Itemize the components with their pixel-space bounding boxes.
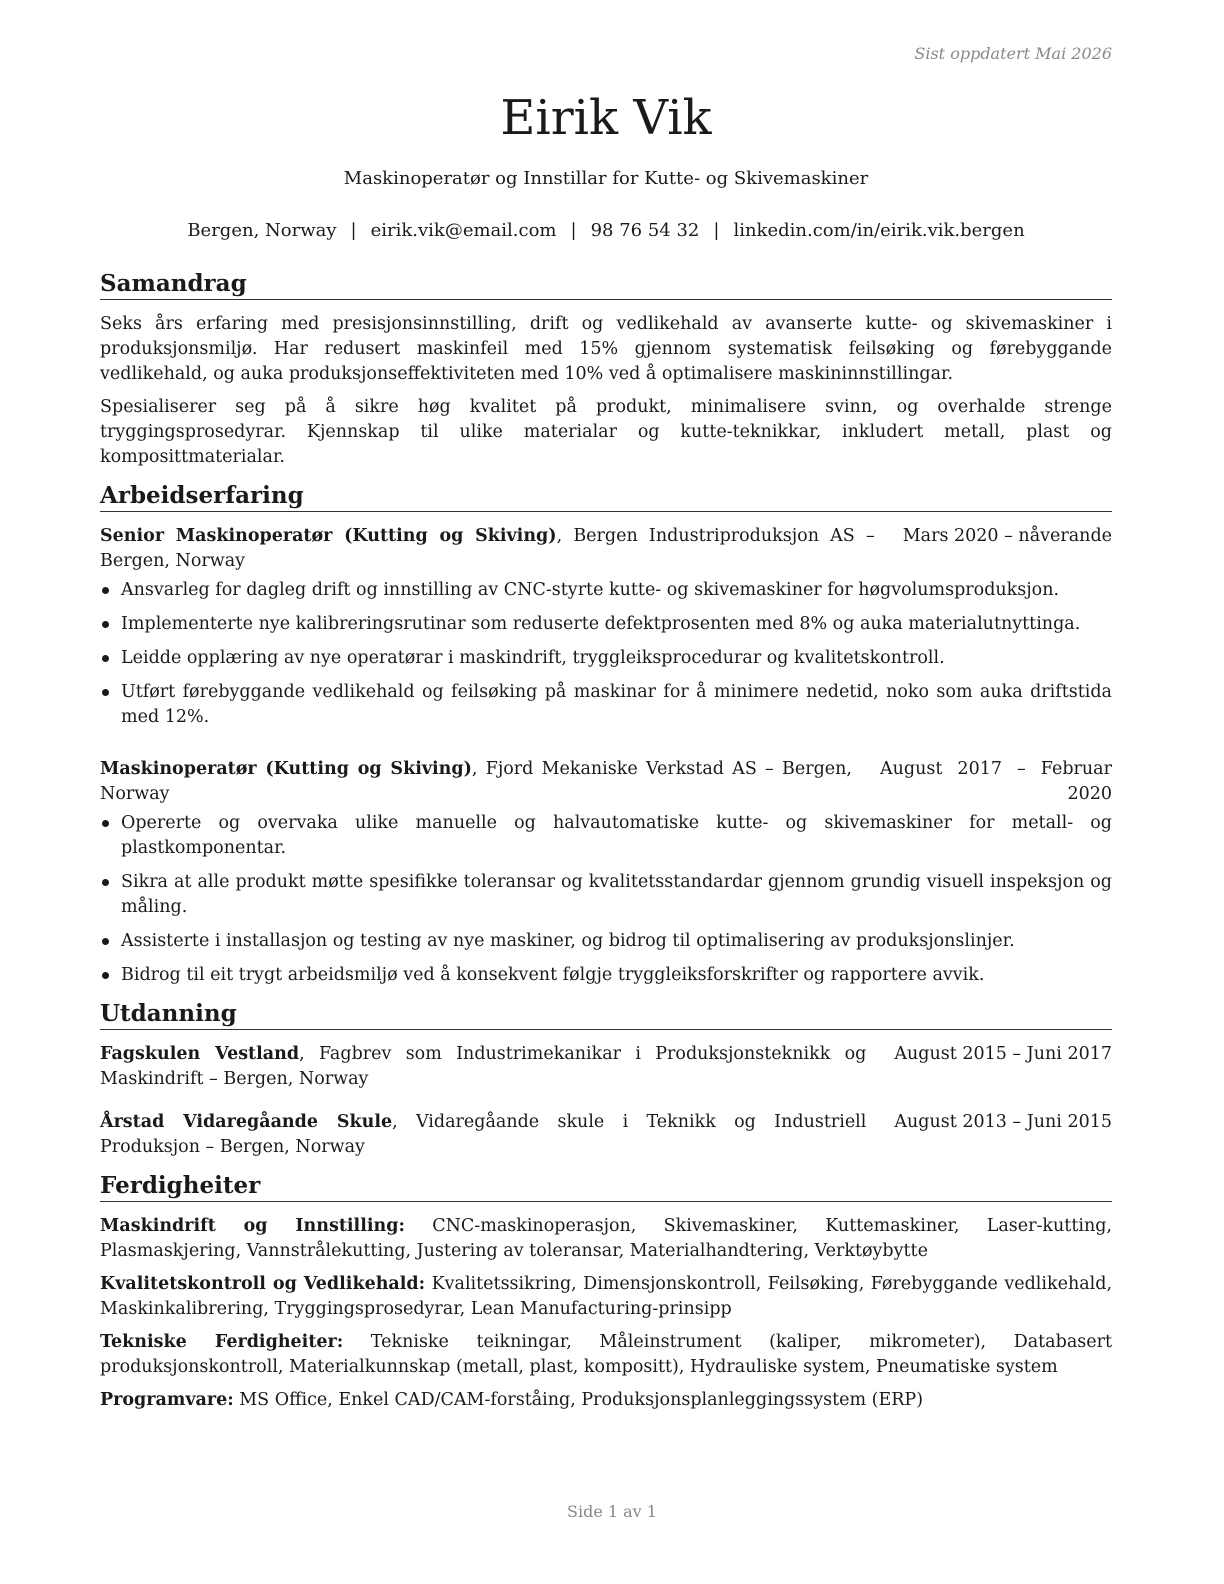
- contact-line: [100, 220, 1112, 241]
- list-item: Ansvarleg for dagleg drift og innstilling av CNC-styrte kutte- og skivemaskiner for høgvolumsproduksjon.: [100, 578, 1112, 603]
- skill-label: Kvalitetskontroll og Vedlikehald:: [100, 1274, 426, 1294]
- contact-separator: |: [350, 220, 357, 241]
- summary-section: [100, 270, 1112, 470]
- education-dates: August 2015 – Juni 2017: [894, 1044, 1112, 1064]
- list-item: Leidde opplæring av nye operatørar i maskindrift, tryggleiksprocedurar og kvalitetskontroll.: [100, 646, 1112, 671]
- contact-location: Bergen, Norway: [187, 220, 337, 241]
- experience-section: [100, 482, 1112, 988]
- job-title-line: [100, 524, 903, 574]
- job-employer: , Fjord Mekaniske Verkstad AS – Bergen, Norway: [100, 759, 852, 804]
- education-entry: [100, 1110, 1112, 1160]
- summary-paragraph: Seks års erfaring med presisjonsinnstilling, drift og vedlikehald av avanserte kutte- og skivemaskiner i produksjonsmiljø. Har redusert maskinfeil med 15% gjennom systematisk feilsøking og førebyggande vedlikehald, og auka produksjonseffektiviteten med 10% ved å optimalisere maskininnstillingar.: [100, 314, 1112, 384]
- education-title-line: [100, 1110, 894, 1160]
- contact-email[interactable]: eirik.vik@email.com: [370, 220, 557, 241]
- skill-text: Tekniske teikningar, Måleinstrument (kaliper, mikrometer), Databasert produksjonskontroll, Materialkunnskap (metall, plast, kompositt), Hydrauliske system, Pneumatiske system: [100, 1332, 1112, 1377]
- education-entry: [100, 1042, 1112, 1092]
- job-dates: August 2017 – Februar 2020: [880, 759, 1112, 804]
- education-detail: , Vidaregåande skule i Teknikk og Industriell Produksjon – Bergen, Norway: [100, 1112, 867, 1157]
- job-bullets: [100, 811, 1112, 988]
- job-title-line: [100, 757, 880, 807]
- skill-group: [100, 1214, 1112, 1264]
- skill-text: CNC-maskinoperasjon, Skivemaskiner, Kuttemaskiner, Laser-kutting, Plasmaskjering, Vannstrålekutting, Justering av toleransar, Materialhandtering, Verktøybytte: [100, 1216, 1112, 1261]
- headline: Maskinoperatør og Innstillar for Kutte- og Skivemaskiner: [343, 168, 869, 189]
- job-entry: [100, 524, 1112, 730]
- education-detail: , Fagbrev som Industrimekanikar i Produksjonsteknikk og Maskindrift – Bergen, Norway: [100, 1044, 867, 1089]
- skill-label: Programvare:: [100, 1390, 234, 1410]
- summary-paragraph: Spesialiserer seg på å sikre høg kvalitet på produkt, minimalisere svinn, og overhalde strenge tryggingsprosedyrar. Kjennskap til ulike materialar og kutte-teknikkar, inkludert metall, plast og komposittmaterialar.: [100, 397, 1112, 467]
- job-role: Senior Maskinoperatør (Kutting og Skiving): [100, 526, 557, 546]
- skill-text: Kvalitetssikring, Dimensjonskontroll, Feilsøking, Førebyggande vedlikehald, Maskinkalibrering, Tryggingsprosedyrar, Lean Manufacturing-prinsipp: [100, 1274, 1113, 1319]
- spacer: [100, 1092, 1112, 1106]
- education-section: [100, 1000, 1112, 1160]
- list-item: Utført førebyggande vedlikehald og feilsøking på maskinar for å minimere nedetid, noko som auka driftstida med 12%.: [100, 680, 1112, 730]
- job-entry: [100, 757, 1112, 988]
- skills-section: [100, 1172, 1112, 1413]
- contact-separator: |: [713, 220, 720, 241]
- skill-text: MS Office, Enkel CAD/CAM-forståing, Produksjonsplanleggingssystem (ERP): [233, 1390, 924, 1410]
- contact-separator: |: [570, 220, 577, 241]
- skill-group: [100, 1272, 1112, 1322]
- section-title-summary: Samandrag: [100, 270, 1112, 300]
- school-name: Fagskulen Vestland: [100, 1044, 300, 1064]
- list-item: Sikra at alle produkt møtte spesifikke toleransar og kvalitetsstandardar gjennom grundig visuell inspeksjon og måling.: [100, 870, 1112, 920]
- resume-content: [100, 270, 1112, 1425]
- job-employer: , Bergen Industriproduksjon AS – Bergen, Norway: [100, 526, 875, 571]
- list-item: Assisterte i installasjon og testing av nye maskiner, og bidrog til optimalisering av produksjonslinjer.: [100, 929, 1112, 954]
- education-title-line: [100, 1042, 894, 1092]
- skill-group: [100, 1330, 1112, 1380]
- job-role: Maskinoperatør (Kutting og Skiving): [100, 759, 472, 779]
- education-dates: August 2013 – Juni 2015: [894, 1112, 1112, 1132]
- spacer: [100, 739, 1112, 753]
- list-item: Bidrog til eit trygt arbeidsmiljø ved å konsekvent følgje tryggleiksforskrifter og rapportere avvik.: [100, 963, 1112, 988]
- skill-label: Maskindrift og Innstilling:: [100, 1216, 405, 1236]
- job-header: [100, 757, 1112, 807]
- job-header: [100, 524, 1112, 574]
- list-item: Opererte og overvaka ulike manuelle og halvautomatiske kutte- og skivemaskiner for metall- og plastkomponentar.: [100, 811, 1112, 861]
- job-dates: Mars 2020 – nåverande: [902, 526, 1112, 546]
- skill-group: [100, 1388, 1112, 1413]
- school-name: Årstad Vidaregåande Skule: [100, 1112, 393, 1132]
- page-number: Side 1 av 1: [567, 1502, 657, 1521]
- section-title-education: Utdanning: [100, 1000, 1112, 1030]
- contact-phone: 98 76 54 32: [590, 220, 700, 241]
- skill-label: Tekniske Ferdigheiter:: [100, 1332, 344, 1352]
- contact-linkedin[interactable]: linkedin.com/in/eirik.vik.bergen: [733, 220, 1025, 241]
- last-updated: Sist oppdatert Mai 2026: [914, 44, 1112, 63]
- candidate-name: Eirik Vik: [500, 90, 712, 146]
- section-title-experience: Arbeidserfaring: [100, 482, 1112, 512]
- job-bullets: [100, 578, 1112, 730]
- list-item: Implementerte nye kalibreringsrutinar som reduserte defektprosenten med 8% og auka materialutnyttinga.: [100, 612, 1112, 637]
- section-title-skills: Ferdigheiter: [100, 1172, 1112, 1202]
